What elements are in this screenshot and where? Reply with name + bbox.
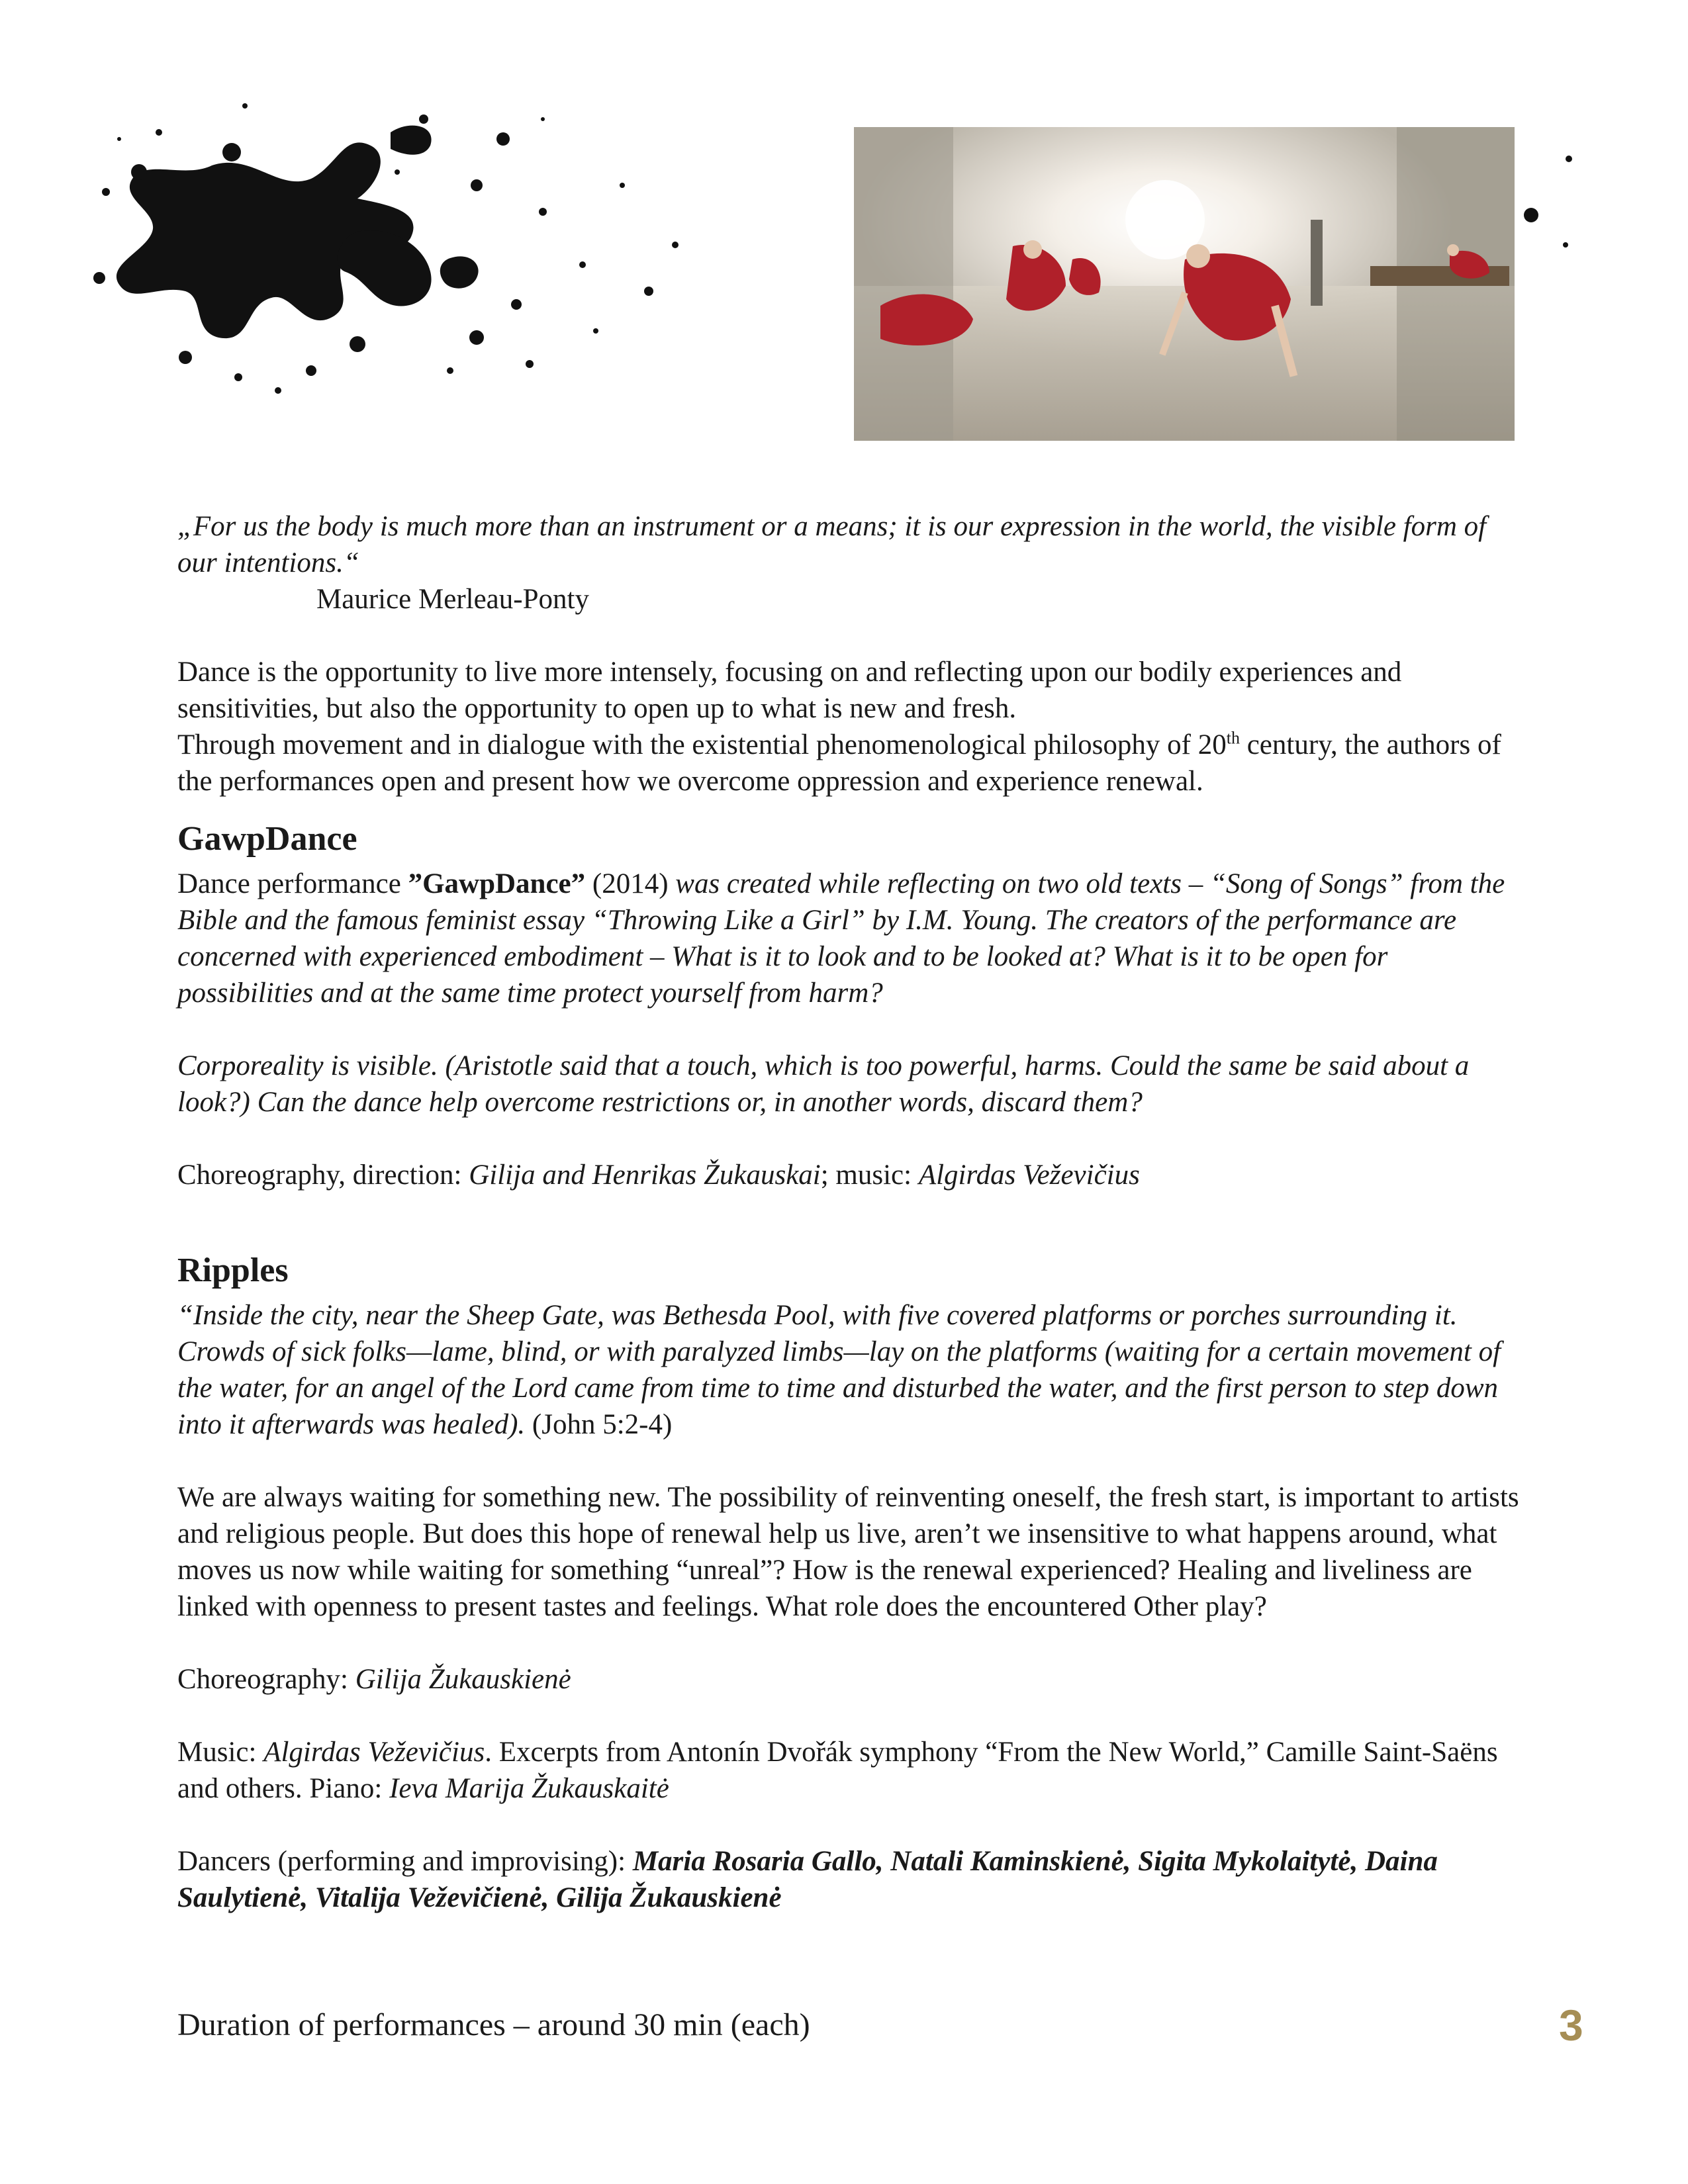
performance-year: (2014)	[585, 868, 676, 899]
choreography-label: Choreography:	[177, 1664, 355, 1695]
quote-text: „For us the body is much more than an instrument or a means; it is our expression in the world, the visible form of our intentions.“	[177, 511, 1487, 578]
gawpdance-credits	[177, 1157, 1521, 1193]
intro-paragraph-1: Dance is the opportunity to live more intensely, focusing on and reflecting upon our bodily experiences and sensitivities, but also the opportunity to open up to what is new and fresh.	[177, 657, 1402, 724]
dancers-photo	[854, 127, 1515, 441]
ripples-quote	[177, 1297, 1521, 1443]
credits-names: Gilija and Henrikas Žukauskai	[469, 1160, 821, 1191]
superscript: th	[1226, 728, 1240, 748]
music-name: Algirdas Veževičius	[263, 1737, 485, 1768]
duration-line: Duration of performances – around 30 min (each)	[177, 2007, 810, 2042]
piano-name: Ieva Marija Žukauskaitė	[389, 1773, 669, 1804]
quote-author: Maurice Merleau-Ponty	[316, 584, 589, 615]
gawpdance-heading: GawpDance	[177, 820, 357, 858]
gawpdance-paragraph-2: Corporeality is visible. (Aristotle said that a touch, which is too powerful, harms. Could the same be said about a look?) Can the dance help overcome restrictions or, in another words, discard them?	[177, 1050, 1470, 1118]
gawpdance-description	[177, 866, 1521, 1011]
ripples-paragraph: We are always waiting for something new. The possibility of reinventing oneself, the fresh start, is important to artists and religious people. But does this hope of renewal help us live, aren’t we insensitive to what happens around, what moves us now while waiting for something “unreal”? How is the renewal experienced? Healing and liveliness are linked with openness to present tastes and feelings. What role does the encountered Other play?	[177, 1482, 1519, 1622]
ink-splash-image	[79, 93, 702, 424]
ripples-section	[177, 1250, 1521, 1916]
intro-text: century, the authors of the performances open and present how we overcome oppression and experience renewal.	[177, 729, 1501, 797]
dancers-names: Maria Rosaria Gallo, Natali Kaminskienė, Sigita Mykolaitytė, Daina Saulytienė, Vitalija Veževičienė, Gilija Žukauskienė	[177, 1846, 1438, 1913]
intro-section	[177, 654, 1521, 799]
performance-title: ”GawpDance”	[408, 868, 586, 899]
ripples-choreography	[177, 1661, 1521, 1698]
credits-label: Choreography, direction:	[177, 1160, 469, 1191]
music-label: ; music:	[820, 1160, 919, 1191]
ripples-heading: Ripples	[177, 1251, 289, 1289]
music-label: Music:	[177, 1737, 264, 1768]
intro-paragraph-2	[177, 727, 1521, 799]
lead-text: Dance performance	[177, 868, 408, 899]
ink-drop-image	[1519, 139, 1579, 271]
music-details: . Excerpts from Antonín Dvořák symphony “From the New World,” Camille Saint-Saëns and others. Piano:	[177, 1737, 1498, 1804]
opening-quote	[177, 508, 1521, 617]
intro-text: Through movement and in dialogue with the existential phenomenological philosophy of 20	[177, 729, 1227, 760]
gawpdance-section	[177, 818, 1521, 1193]
choreography-name: Gilija Žukauskienė	[355, 1664, 571, 1695]
ripples-music	[177, 1734, 1521, 1807]
music-name: Algirdas Veževičius	[918, 1160, 1140, 1191]
bible-reference: (John 5:2-4)	[525, 1409, 673, 1440]
description-text: was created while reflecting on two old texts – “Song of Songs” from the Bible and the famous feminist essay “Throwing Like a Girl” by I.M. Young. The creators of the performance are concerned with experienced embodiment – What is it to look and to be looked at? What is it to be open for possibilities and at the same time protect yourself from harm?	[177, 868, 1505, 1009]
ripples-dancers	[177, 1843, 1521, 1916]
bible-quote: “Inside the city, near the Sheep Gate, was Bethesda Pool, with five covered platforms or porches surrounding it. Crowds of sick folks—lame, blind, or with paralyzed limbs—lay on the platforms (waiting for a certain movement of the water, for an angel of the Lord came from time to time and disturbed the water, and the first person to step down into it afterwards was healed).	[177, 1300, 1501, 1440]
dancers-label: Dancers (performing and improvising):	[177, 1846, 633, 1877]
page-number: 3	[1559, 2001, 1583, 2050]
